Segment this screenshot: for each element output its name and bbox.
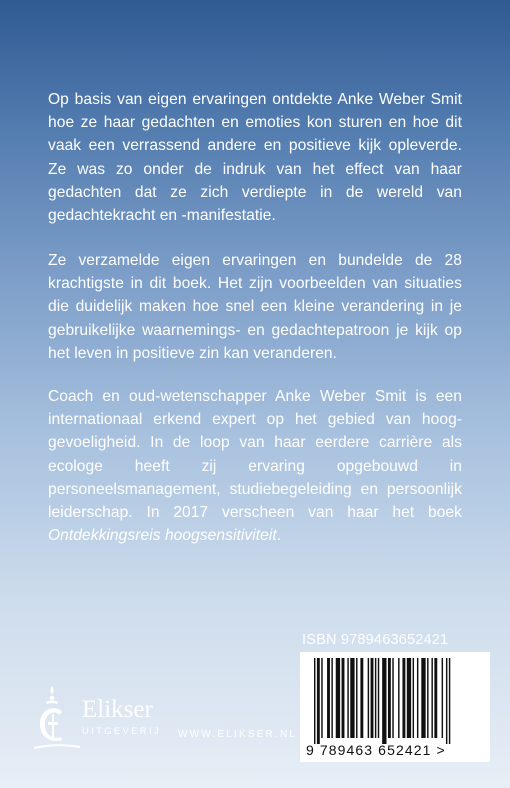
barcode-bar: [342, 658, 345, 738]
barcode-bar: [350, 658, 354, 738]
barcode-bar: [378, 658, 379, 738]
barcode-bar: [442, 658, 443, 738]
isbn-label: ISBN 9789463652421: [302, 632, 449, 648]
author-bio-text: Coach en oud-wetenschapper Anke Weber Smit is een internationaal erkend expert op het gebied van hooggevoeligheid. In de loop van haar eerdere carrière als ecologe heeft zij ervaring opgebouwd in personeelsmanagement, studiebegeleiding en persoonlijk leiderschap. In 2017 verscheen van haar het boek: [48, 388, 462, 522]
barcode-bar: [347, 658, 348, 738]
barcode-bar: [375, 658, 376, 738]
publisher-name: Elikser: [82, 696, 153, 723]
barcode-bar: [360, 658, 363, 738]
barcode-bar: [388, 658, 391, 738]
barcode-bar: [398, 658, 399, 738]
barcode-bar: [314, 658, 315, 744]
barcode-bar: [449, 658, 450, 744]
blurb-paragraph-2: Ze verzamelde eigen ervaringen en bundelde de 28 krachtigste in dit boek. Het zijn voorbeelden van situaties die duidelijk maken hoe snel een kleine verandering in je gebruikelijke waarnemings- en gedachtepatroon je kijk op het leven in positieve zin kan veranderen.: [48, 252, 462, 362]
elikser-emblem-icon: [30, 684, 82, 754]
barcode-bar: [327, 658, 330, 738]
barcode-bar: [371, 658, 374, 738]
bio-end-punctuation: .: [276, 527, 282, 545]
barcode-bar: [413, 658, 414, 738]
barcode-digits: 9 789463 652421 >: [306, 742, 446, 758]
barcode-bar: [321, 658, 322, 738]
barcode-bar: [368, 658, 369, 738]
barcode-bar: [331, 658, 332, 738]
barcode-bar: [356, 658, 357, 738]
barcode-bar: [417, 658, 418, 738]
barcode-bar: [421, 658, 425, 738]
barcode-bar: [434, 658, 437, 738]
barcode-bar: [402, 658, 405, 738]
publisher-website: WWW.ELIKSER.NL: [178, 729, 298, 740]
publisher-subtitle: UITGEVERIJ: [82, 726, 161, 737]
barcode-bar: [392, 658, 393, 738]
barcode-bar: [431, 658, 432, 738]
barcode-bar: [427, 658, 428, 738]
publisher-logo: [30, 684, 170, 754]
previous-book-title: Ontdekkingsreis hoogsensitiviteit: [48, 527, 277, 545]
barcode-bar: [382, 658, 386, 744]
barcode-bar: [407, 658, 411, 738]
isbn-barcode: [300, 652, 490, 762]
barcode-bar: [446, 658, 447, 744]
barcode-bar: [317, 658, 320, 744]
blurb-paragraph-1: Op basis van eigen ervaringen ontdekte Anke Weber Smit hoe ze haar gedachten en emoties kon sturen en hoe dit vaak een verrassend andere en positieve kijk opleverde. Ze was zo onder de indruk van het effect van haar gedachten dat ze zich verdiepte in de wereld van gedachtekracht en -manifestatie.: [48, 91, 462, 225]
barcode-bar: [336, 658, 340, 738]
author-bio-paragraph: [48, 385, 462, 547]
